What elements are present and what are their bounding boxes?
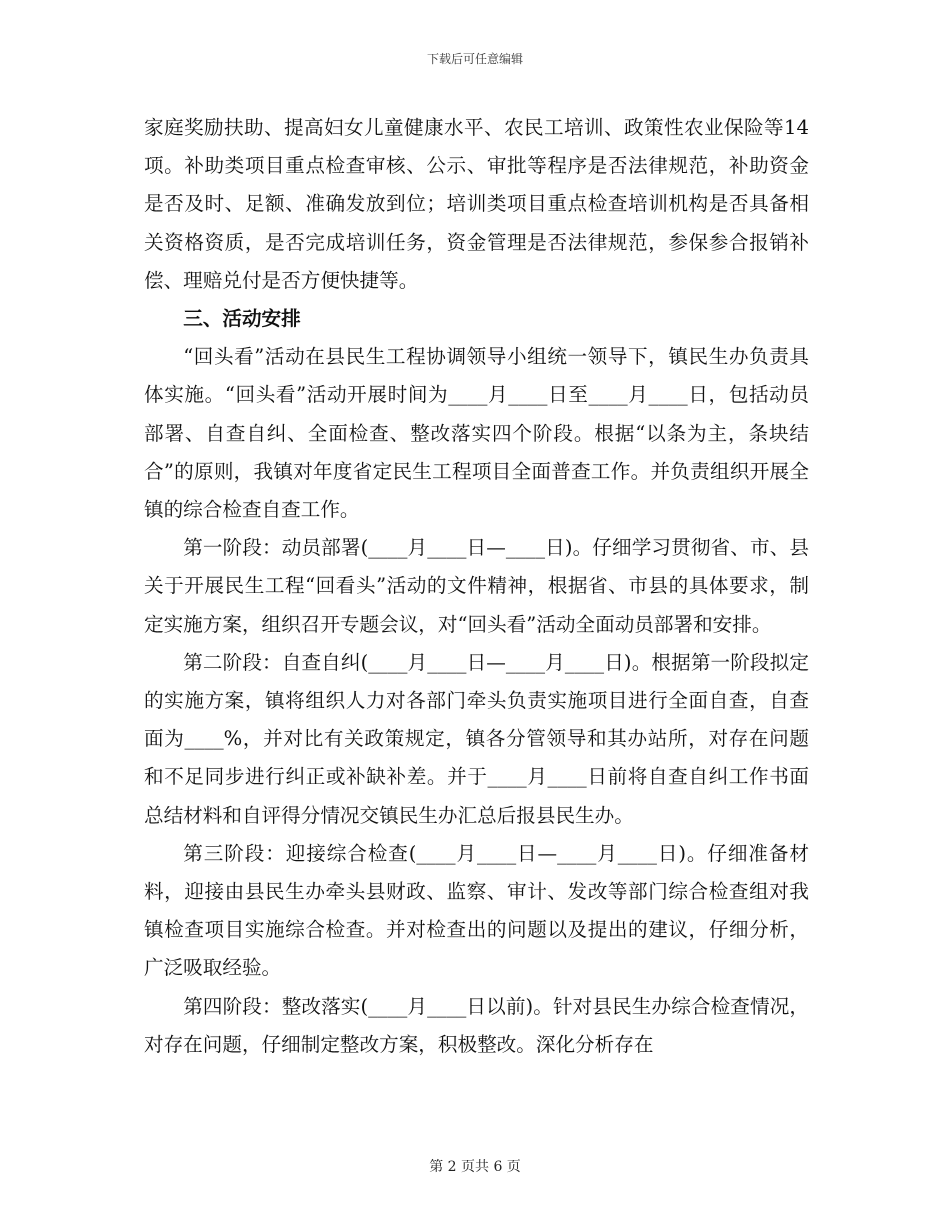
page-header: 下载后可任意编辑	[426, 52, 523, 66]
paragraph-stage-4: 第四阶段：整改落实(____月____日以前)。针对县民生办综合检查情况，对存在问题，仔细制定整改方案，积极整改。深化分析存在	[144, 994, 809, 1056]
paragraph-stage-2: 第二阶段：自查自纠(____月____日—____月____日)。根据第一阶段拟定的实施方案，镇将组织人力对各部门牵头负责实施项目进行全面自查，自查面为____%，并对比有关政策规定，镇各分管领导和其办站所，对存在问题和不足同步进行纠正或补缺补差。并于____月____日前将自查自纠工作书面总结材料和自评得分情况交镇民生办汇总后报县民生办。	[144, 650, 809, 827]
page-footer: 第 2 页共 6 页	[429, 1159, 521, 1175]
paragraph-stage-3: 第三阶段：迎接综合检查(____月____日—____月____日)。仔细准备材料，迎接由县民生办牵头县财政、监察、审计、发改等部门综合检查组对我镇检查项目实施综合检查。并对检查出的问题以及提出的建议，仔细分析，广泛吸取经验。	[144, 841, 809, 980]
paragraph-intro: 家庭奖励扶助、提高妇女儿童健康水平、农民工培训、政策性农业保险等14项。补助类项目重点检查审核、公示、审批等程序是否法律规范，补助资金是否及时、足额、准确发放到位；培训类项目重点检查培训机构是否具备相关资格资质，是否完成培训任务，资金管理是否法律规范，参保参合报销补偿、理赔兑付是否方便快捷等。	[144, 116, 809, 292]
paragraph-arrangement: “回头看”活动在县民生工程协调领导小组统一领导下，镇民生办负责具体实施。“回头看”活动开展时间为____月____日至____月____日，包括动员部署、自查自纠、全面检查、整改落实四个阶段。根据“以条为主，条块结合”的原则，我镇对年度省定民生工程项目全面普查工作。并负责组织开展全镇的综合检查自查工作。	[144, 345, 809, 522]
section-heading: 三、活动安排	[183, 307, 301, 331]
document-body	[144, 109, 809, 1064]
paragraph-stage-1: 第一阶段：动员部署(____月____日—____日)。仔细学习贯彻省、市、县关于开展民生工程“回看头”活动的文件精神，根据省、市县的具体要求，制定实施方案，组织召开专题会议，对“回头看”活动全面动员部署和安排。	[144, 536, 809, 636]
